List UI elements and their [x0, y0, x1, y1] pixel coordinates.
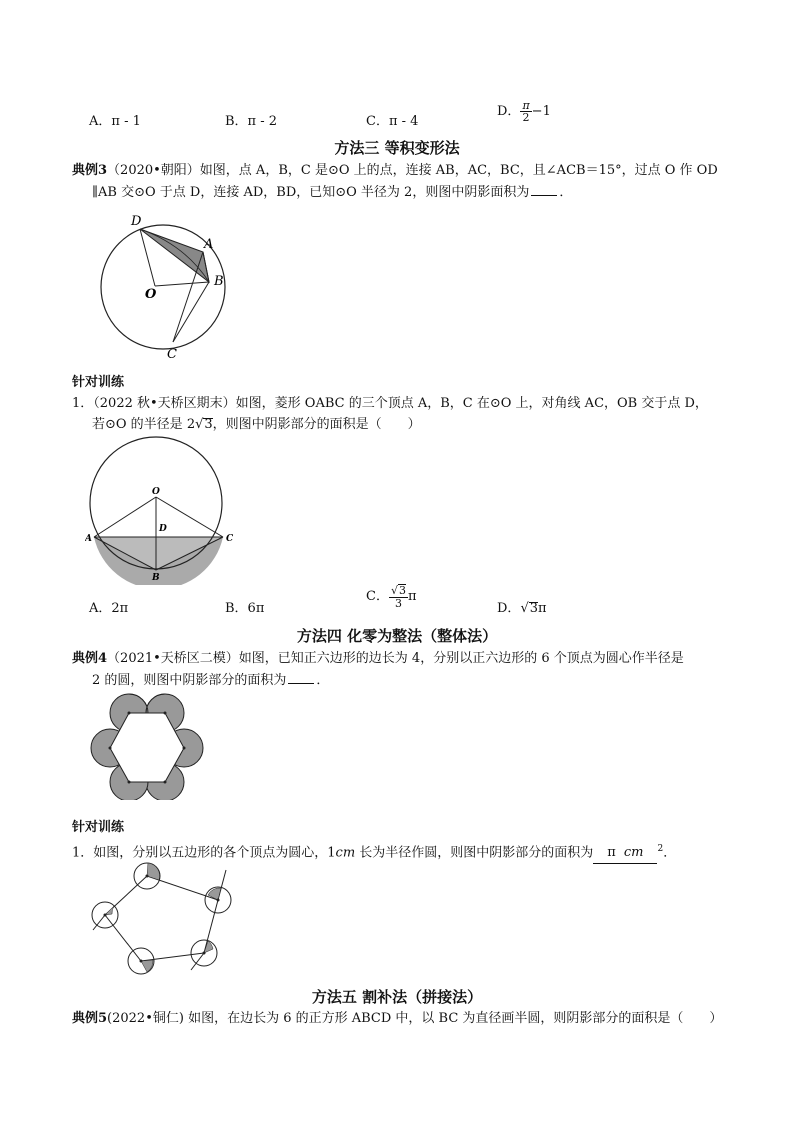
label-c: C [226, 534, 234, 544]
option-b: B．π - 2 [225, 114, 278, 129]
practice1-option-c [366, 584, 417, 609]
vertex-dot [164, 712, 167, 715]
example3-label: 典例3 [72, 163, 108, 178]
vertex-dot [146, 875, 149, 878]
vertex-dot [128, 781, 131, 784]
practice1-q1-line1: 1．（2022 秋•天桥区期末）如图，菱形 OABC 的三个顶点 A，B，C 在⊙O 上，对角线 AC，OB 交于点 D， [72, 396, 708, 411]
practice1-q1-line2-pre: 若⊙O 的半径是 2 [92, 417, 196, 432]
label-a: A [204, 237, 214, 252]
practice1-option-d [497, 597, 547, 616]
label-c: C [167, 347, 177, 362]
example4-end: ． [316, 673, 330, 688]
practice2-q1-answer: π [607, 845, 616, 861]
pentagon-side [141, 953, 204, 961]
practice1-option-c-rad: 3 [398, 584, 406, 597]
practice2-q1-pre: 1．如图，分别以五边形的各个顶点为圆心，1 [72, 845, 336, 861]
example3-figure [85, 205, 245, 365]
example3-line2 [92, 182, 572, 203]
practice1-q1-line2-post: ，则图中阴影部分的面积是（ ） [212, 417, 421, 432]
practice2-q1-end: ． [663, 845, 677, 861]
example4-label: 典例4 [72, 651, 108, 666]
segment-bc [173, 282, 209, 342]
example3-end: ． [559, 185, 573, 200]
method3-heading: 方法三 等积变形法 [334, 139, 460, 157]
extension-line [191, 953, 204, 970]
option-c: C．π - 4 [366, 114, 419, 129]
shaded-sector [147, 863, 160, 880]
example4-line1 [72, 648, 684, 669]
example3-text-1: （2020•朝阳）如图，点 A，B，C 是⊙O 上的点，连接 AB，AC，BC，且∠ACB＝15°，过点 O 作 OD [107, 163, 718, 178]
sqrt-sign: √ [520, 601, 529, 616]
label-o: O [152, 487, 160, 497]
option-d-prefix: D． [497, 104, 521, 119]
pentagon-side [105, 915, 141, 961]
method5-heading: 方法五 割补法（拼接法） [311, 988, 483, 1006]
option-d-suffix: −1 [531, 104, 551, 119]
example4-line2 [92, 670, 329, 691]
label-a: A [85, 534, 92, 544]
label-o: O [145, 287, 157, 302]
example5-line1 [72, 1008, 722, 1029]
practice1-option-c-den: 3 [394, 597, 402, 610]
side-oa [94, 497, 156, 537]
practice1-option-d-prefix: D． [497, 601, 521, 616]
practice2-q1-answer-blank [593, 842, 657, 864]
method4-heading: 方法四 化零为整法（整体法） [296, 627, 498, 645]
example5-label: 典例5 [72, 1011, 108, 1026]
option-d-den: 2 [522, 111, 530, 124]
practice2-q1-sup: 2 [657, 844, 664, 854]
answer-blank [531, 183, 557, 196]
practice-label-1: 针对训练 [72, 375, 125, 390]
example4-text-1: （2021•天桥区二模）如图，已知正六边形的边长为 4，分别以正六边形的 6 个顶点为圆心作半径是 [107, 651, 684, 666]
label-b: B [152, 573, 160, 583]
vertex-dot [183, 747, 186, 750]
practice1-option-c-fraction [389, 584, 408, 609]
shaded-sector [141, 960, 153, 972]
practice2-q1-unit1: cm [335, 845, 356, 861]
segment-ob [155, 282, 209, 286]
vertex-dot [203, 952, 206, 955]
sqrt-sign: √ [195, 417, 204, 432]
practice2-q1-unit2: cm [623, 845, 644, 861]
vertex-dot [164, 781, 167, 784]
example5-text: (2022•铜仁) 如图，在边长为 6 的正方形 ABCD 中，以 BC 为直径画半圆，则阴影部分的面积是（ ） [107, 1011, 723, 1026]
practice1-option-d-suffix: π [538, 601, 547, 616]
label-d: D [131, 214, 142, 229]
label-b: B [214, 274, 224, 289]
practice1-option-a: A．2π [89, 601, 129, 616]
vertex-dot [104, 914, 107, 917]
option-d [497, 100, 551, 123]
practice1-q1-line2 [92, 414, 421, 435]
option-a: A．π - 1 [89, 114, 141, 129]
example3-text-2: ∥AB 交⊙O 于点 D，连接 AD，BD，已知⊙O 半径为 2，则图中阴影面积为 [92, 185, 530, 200]
practice-label-2: 针对训练 [72, 820, 125, 835]
practice1-option-c-suffix: π [407, 589, 417, 604]
vertex-dot [109, 747, 112, 750]
practice2-figure [85, 860, 245, 985]
shaded-sector [105, 906, 114, 915]
label-d: D [159, 524, 167, 534]
example3-line1 [72, 160, 718, 181]
practice2-q1-mid: 长为半径作圆，则图中阴影部分的面积为 [355, 845, 594, 861]
example4-text-2: 2 的圆，则图中阴影部分的面积为 [92, 673, 287, 688]
option-d-fraction [520, 100, 531, 123]
practice1-option-d-rad: 3 [529, 601, 539, 616]
practice1-option-b: B．6π [225, 601, 265, 616]
practice1-figure [85, 435, 235, 585]
practice1-q1-rad: 3 [204, 417, 213, 432]
vertex-dot [140, 960, 143, 963]
example4-figure [85, 690, 215, 800]
vertex-dot [128, 712, 131, 715]
vertex-dot [217, 899, 220, 902]
practice1-option-c-num: √3 [390, 584, 406, 597]
answer-blank [288, 671, 314, 684]
practice1-option-c-prefix: C． [366, 589, 389, 604]
option-d-num: π [522, 99, 530, 112]
